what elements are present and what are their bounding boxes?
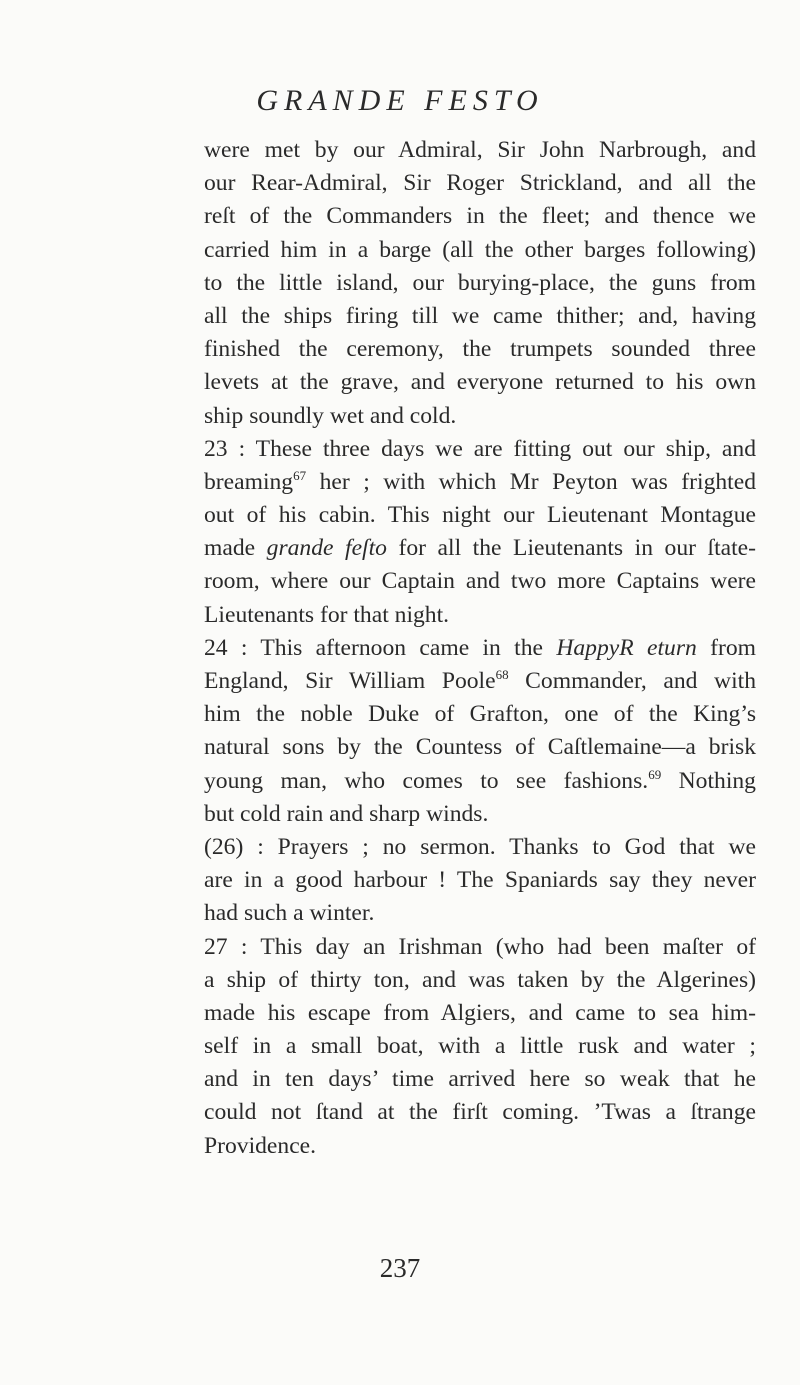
text-line bbox=[204, 134, 756, 167]
text-line bbox=[204, 466, 756, 499]
footnote-marker: 67 bbox=[293, 467, 307, 483]
line-text: our Rear-Admiral, Sir Roger Strickland, and all the bbox=[204, 170, 756, 197]
line-text: Nothing bbox=[661, 767, 756, 794]
italic-text: grande feſto bbox=[266, 535, 387, 562]
text-line bbox=[204, 267, 756, 300]
line-text: 27 : This day an Irishman (who had been maſter of bbox=[204, 933, 756, 960]
line-text: 23 : These three days we are fitting out our ship, and bbox=[204, 435, 756, 462]
body-text bbox=[204, 134, 756, 1163]
line-text: finished the ceremony, the trumpets sounded three bbox=[204, 336, 756, 363]
line-text: a ship of thirty ton, and was taken by the Algerines) bbox=[204, 966, 756, 993]
text-line bbox=[204, 765, 756, 798]
line-text: reſt of the Commanders in the fleet; and thence we bbox=[204, 203, 756, 230]
text-line bbox=[204, 931, 756, 964]
text-line bbox=[204, 665, 756, 698]
text-line bbox=[204, 1063, 756, 1096]
line-text: carried him in a barge (all the other barges following) bbox=[204, 236, 756, 263]
text-line bbox=[204, 897, 756, 930]
running-head: GRANDE FESTO bbox=[256, 84, 544, 117]
footnote-marker: 69 bbox=[648, 766, 662, 782]
line-text: out of his cabin. This night our Lieutenant Montague bbox=[204, 502, 756, 529]
text-line bbox=[204, 698, 756, 731]
text-line bbox=[204, 599, 756, 632]
page-number: 237 bbox=[379, 1253, 421, 1283]
line-text: could not ſtand at the firſt coming. ’Twas a ſtrange bbox=[204, 1099, 756, 1126]
line-text: for all the Lieutenants in our ſtate- bbox=[386, 535, 756, 562]
line-text: are in a good harbour ! The Spaniards say they never bbox=[204, 867, 756, 894]
line-text: made bbox=[204, 535, 267, 562]
line-text: but cold rain and sharp winds. bbox=[204, 800, 489, 827]
text-line bbox=[204, 1030, 756, 1063]
text-line bbox=[204, 964, 756, 997]
text-line bbox=[204, 433, 756, 466]
line-text: self in a small boat, with a little rusk and water ; bbox=[204, 1033, 756, 1060]
text-line bbox=[204, 499, 756, 532]
text-line bbox=[204, 798, 756, 831]
text-line bbox=[204, 1096, 756, 1129]
line-text: him the noble Duke of Grafton, one of the King’s bbox=[204, 701, 756, 728]
line-text: made his escape from Algiers, and came to sea him- bbox=[204, 999, 756, 1026]
line-text: breaming bbox=[204, 468, 294, 495]
text-line bbox=[204, 731, 756, 764]
text-line bbox=[204, 300, 756, 333]
line-text: were met by our Admiral, Sir John Narbrough, and bbox=[204, 137, 756, 163]
text-line bbox=[204, 1130, 756, 1163]
text-line bbox=[204, 997, 756, 1030]
text-line bbox=[204, 200, 756, 233]
line-text: 24 : This afternoon came in the bbox=[204, 634, 557, 661]
text-line bbox=[204, 565, 756, 598]
text-line bbox=[204, 864, 756, 897]
text-line bbox=[204, 831, 756, 864]
line-text: natural sons by the Countess of Caſtlemaine—a brisk bbox=[204, 734, 756, 761]
text-line bbox=[204, 532, 756, 565]
line-text: all the ships firing till we came thither; and, having bbox=[204, 302, 756, 329]
text-line bbox=[204, 366, 756, 399]
line-text: levets at the grave, and everyone returned to his own bbox=[204, 369, 756, 396]
text-line bbox=[204, 167, 756, 200]
line-text: room, where our Captain and two more Captains were bbox=[204, 568, 756, 595]
italic-text: HappyR eturn bbox=[556, 634, 697, 661]
text-line bbox=[204, 632, 756, 665]
line-text: had such a winter. bbox=[204, 900, 375, 927]
line-text: ship soundly wet and cold. bbox=[204, 402, 457, 429]
line-text: Lieutenants for that night. bbox=[204, 601, 450, 628]
text-line bbox=[204, 333, 756, 366]
line-text: to the little island, our burying-place, the guns from bbox=[204, 269, 756, 296]
line-text: England, Sir William Poole bbox=[204, 668, 496, 694]
text-line bbox=[204, 234, 756, 267]
line-text: and in ten days’ time arrived here so weak that he bbox=[204, 1066, 756, 1093]
line-text: (26) : Prayers ; no sermon. Thanks to God that we bbox=[204, 833, 756, 860]
footnote-marker: 68 bbox=[495, 667, 509, 682]
line-text: her ; with which Mr Peyton was frighted bbox=[306, 468, 756, 495]
line-text: Providence. bbox=[204, 1132, 317, 1159]
text-line bbox=[204, 400, 756, 433]
line-text: from bbox=[696, 634, 756, 661]
line-text: young man, who comes to see fashions. bbox=[204, 767, 649, 794]
line-text: Commander, and with bbox=[508, 668, 756, 694]
